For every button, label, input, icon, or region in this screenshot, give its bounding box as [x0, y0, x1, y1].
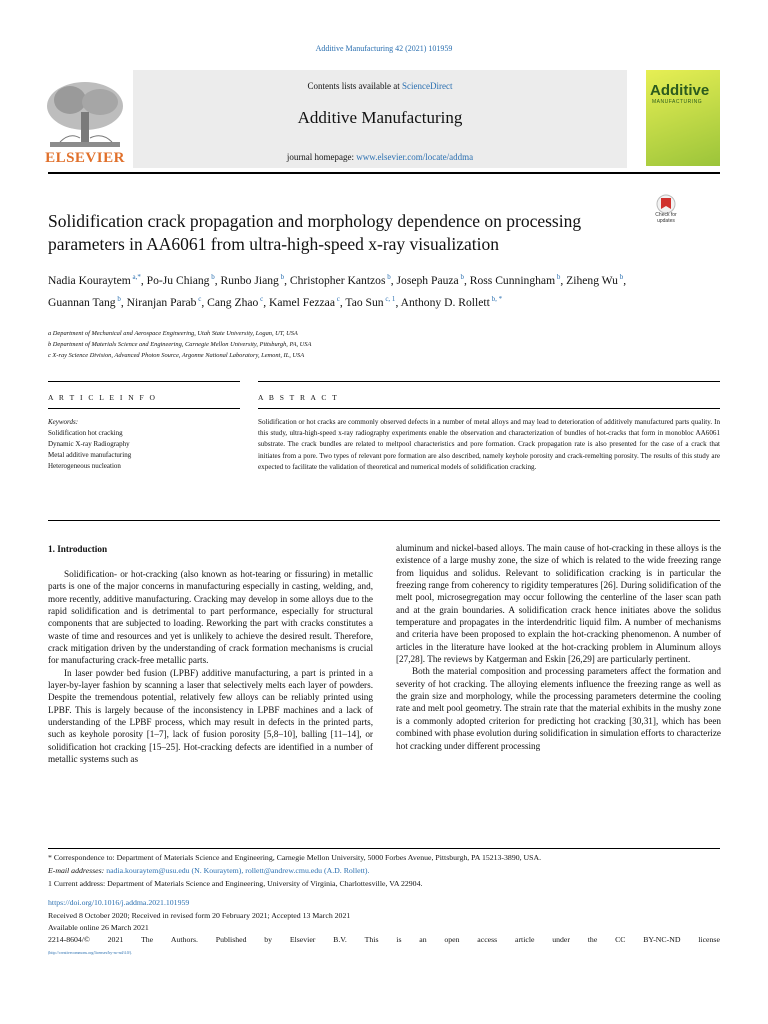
body-column-right [396, 542, 721, 752]
author-name[interactable]: Runbo Jiang [220, 273, 279, 287]
author-affiliation-marker[interactable]: b [209, 273, 215, 281]
cover-title: Additive [650, 82, 710, 99]
author-name[interactable]: Joseph Pauza [396, 273, 459, 287]
contents-availability [133, 81, 627, 91]
author-affiliation-marker[interactable]: b [115, 294, 121, 303]
divider [258, 408, 720, 409]
sciencedirect-link[interactable]: ScienceDirect [402, 81, 453, 91]
affiliation-b: b Department of Materials Science and Engineering, Carnegie Mellon University, Pittsburgh, PA, USA [48, 341, 312, 348]
license-link[interactable]: (http://creativecommons.org/licenses/by-nc-nd/4.0/). [48, 950, 133, 955]
article-title: Solidification crack propagation and morphology dependence on processing parameters in AA6061 from ultra-high-speed x-ray visualization [48, 211, 582, 254]
abstract-heading: A B S T R A C T [258, 393, 339, 402]
current-address-footnote: 1 Current address: Department of Materials Science and Engineering, University of Virginia, Charlottesville, VA 22904. [48, 879, 423, 888]
paragraph: aluminum and nickel-based alloys. The main cause of hot-cracking in these alloys is the existence of a large mushy zone, the size of which is related to the wide freezing range from liquidus and solidus. Relevant to solidification cracking is in particular the freezing range from coherency to rigidity temperatures [26]. During solidification of the melt pool, microsegregation may occur following the centerline of the laser scan path and at the grain boundaries. A solidification crack hence initiates above the solidus temperature and propagates in the interdendritic liquid film. A number of mechanisms and criteria have been proposed to explain the hot-cracking phenomenon. A number of articles in the literature have looked at the hot-cracking problem in Aluminum alloys [27,28]. The reviews by Katgerman and Eskin [26,29] are particularly pertinent. [396, 543, 721, 665]
author-name[interactable]: Tao Sun [345, 295, 384, 309]
author-affiliation-marker[interactable]: c [258, 294, 264, 303]
journal-citation[interactable]: Additive Manufacturing 42 (2021) 101959 [315, 44, 453, 53]
correspondence-footnote: * Correspondence to: Department of Materials Science and Engineering, Carnegie Mellon University, 5000 Forbes Avenue, Pittsburgh, PA 15213-3890, USA. [48, 853, 542, 862]
license-word: article [514, 935, 535, 944]
author-name[interactable]: Po-Ju Chiang [146, 273, 210, 287]
license-word: Published [215, 935, 247, 944]
license-word: by [264, 935, 273, 944]
doi-link[interactable]: https://doi.org/10.1016/j.addma.2021.101959 [48, 898, 190, 907]
author-affiliation-marker[interactable]: b [617, 273, 624, 281]
license-word: is [396, 935, 402, 944]
email-footnote [48, 866, 728, 875]
license-word: open [444, 935, 460, 944]
license-word: This [364, 935, 379, 944]
paragraph: Both the material composition and processing parameters affect the formation and severity of hot cracking. The alloying elements influence the freezing range as well as the grain size and morphology, while the processing parameters determine the cooling rate and melt pool geometry. The strain rate that the material exhibits in the mushy zone is a commonly adopted criterion for predicting hot cracking [30,31], which has been combined with phase evolution during solidification in simulation efforts to characterize hot cracking under different processing [396, 666, 721, 751]
keyword-item: Metal additive manufacturing [48, 451, 132, 459]
keywords-heading: Keywords: [48, 418, 79, 426]
paragraph: Solidification- or hot-cracking (also known as hot-tearing or fissuring) in metallic parts is one of the major concerns in manufacturing especially in casting, welding, and, more recently, additive manufacturing. Cracking may develop in some alloys due to the rapid solidification and is detrimental to part performance, especially for structural components that are subjected to loading. Reworking the part with cracks constitutes a waste of time and resources and yet is unlikely to achieve the desired result. Therefore, crack mitigation driven by the understanding of crack formation mechanisms is crucial for manufacturing crack-free metallic parts. [48, 569, 373, 666]
license-word: the [587, 935, 598, 944]
author-list: Nadia Kouraytem $^{a,*}$, Po-Ju Chiang $^b$, Runbo Jiang $^b$, Christopher Kantzos $^b$, Joseph Pauza $^b$, Ross Cunningham $^b$, Ziheng Wu $^b$, Guannan Tang $^b$, Niranjan Parab $^c$, Cang Zhao $^c$, Kamel Fezzaa $^c$, Tao Sun $^{c, 1}$, Anthony D. Rollett $^{b, *}$ [48, 273, 627, 309]
online-date: Available online 26 March 2021 [48, 923, 149, 932]
author-affiliation-marker[interactable]: c [334, 294, 340, 303]
author-name[interactable]: Kamel Fezzaa [268, 295, 335, 309]
journal-homepage [133, 152, 627, 162]
license-word: BY-NC-ND [643, 935, 681, 944]
author-name[interactable]: Anthony D. Rollett [400, 295, 490, 309]
cover-subtitle: MANUFACTURING [652, 99, 703, 105]
author-affiliation-marker[interactable]: b [278, 273, 285, 281]
author-affiliation-marker[interactable]: c, 1 [383, 294, 396, 303]
license-statement [48, 935, 720, 944]
affiliation-a: a Department of Mechanical and Aerospace Engineering, Utah State University, Logan, UT, USA [48, 330, 298, 337]
email-addresses[interactable]: nadia.kouraytem@usu.edu (N. Kouraytem), rollett@andrew.cmu.edu (A.D. Rollett). [106, 866, 370, 875]
author-affiliation-marker[interactable]: b [458, 273, 464, 281]
body-column-left [48, 568, 373, 766]
license-word: Authors. [170, 935, 198, 944]
license-word: The [141, 935, 154, 944]
affiliation-c: c X-ray Science Division, Advanced Photon Source, Argonne National Laboratory, Lemont, IL, USA [48, 352, 305, 359]
divider [48, 520, 720, 521]
homepage-link[interactable]: www.elsevier.com/locate/addma [356, 152, 474, 162]
received-dates: Received 8 October 2020; Received in revised form 20 February 2021; Accepted 13 March 2021 [48, 911, 351, 920]
license-word: license [698, 935, 720, 944]
author-name[interactable]: Niranjan Parab [126, 295, 197, 309]
article-info-heading: A R T I C L E I N F O [48, 393, 157, 402]
author-name[interactable]: Nadia Kouraytem [48, 273, 131, 287]
author-name[interactable]: Ziheng Wu [566, 273, 618, 287]
license-word: 2214-8604/© [48, 935, 90, 944]
keyword-item: Heterogeneous nucleation [48, 462, 121, 470]
abstract-text: Solidification or hot cracks are commonly observed defects in a number of metal alloys and may lead to deterioration of additively manufactured parts quality. In this study, ultra-high-speed x-ray radiography experiments enable the observation and characterization of bundles of hot-cracks that form in monobloc AA6061 substrate. The crack bundles are related to meltpool characteristics and pore formation. Crack propagation rate is also presented for the case of a crack that initiates from a pore. Two types of relevant pore formation are also described, namely keyhole porosity and crack-remelting porosity. The results of this study are expected to facilitate the validation of theoretical and numerical models of solidification cracking. [258, 418, 720, 471]
divider [48, 381, 240, 382]
license-word: 2021 [107, 935, 124, 944]
author-name[interactable]: Cang Zhao [207, 295, 259, 309]
email-label: E-mail addresses: [48, 866, 105, 875]
license-word: an [419, 935, 427, 944]
footnote-divider [48, 848, 720, 849]
license-word: B.V. [333, 935, 347, 944]
contents-prefix: Contents lists available at [307, 81, 402, 91]
license-word: under [552, 935, 570, 944]
elsevier-wordmark: ELSEVIER [45, 150, 125, 166]
author-name[interactable]: Christopher Kantzos [289, 273, 386, 287]
header-divider [48, 172, 720, 174]
author-name[interactable]: Ross Cunningham [469, 273, 556, 287]
homepage-prefix: journal homepage: [286, 152, 357, 162]
keyword-item: Dynamic X-ray Radiography [48, 440, 130, 448]
author-affiliation-marker[interactable]: b, * [489, 294, 503, 303]
author-affiliation-marker[interactable]: b [385, 273, 391, 281]
author-affiliation-marker[interactable]: a,* [130, 273, 141, 281]
check-for-updates-label[interactable]: Check for updates [655, 212, 677, 224]
author-affiliation-marker[interactable]: c [196, 294, 202, 303]
divider [258, 381, 720, 382]
license-word: Elsevier [289, 935, 316, 944]
license-word: access [477, 935, 498, 944]
divider [48, 408, 240, 409]
keyword-item: Solidification hot cracking [48, 429, 123, 437]
journal-name[interactable]: Additive Manufacturing [297, 108, 463, 127]
paragraph: In laser powder bed fusion (LPBF) additive manufacturing, a part is printed in a layer-by-layer fashion by scanning a laser that selectively melts each layer of powders. Despite the tremendous potential, relatively few alloys can be reliably printed using LPBF. This is largely because of the inconsistency in LPBF machines and a lack of understanding of the LPBF process, which may result in defects in the printed parts, such as keyhole porosity [1–7], lack of fusion porosity [5,8–10], balling [11–14], or solidification hot cracking [15–25]. Hot-cracking defects are identified in a number of metallic systems such as [48, 667, 373, 765]
author-affiliation-marker[interactable]: b [555, 273, 561, 281]
license-word: CC [615, 935, 626, 944]
author-name[interactable]: Guannan Tang [48, 295, 116, 309]
section-heading-introduction: 1. Introduction [48, 544, 108, 554]
